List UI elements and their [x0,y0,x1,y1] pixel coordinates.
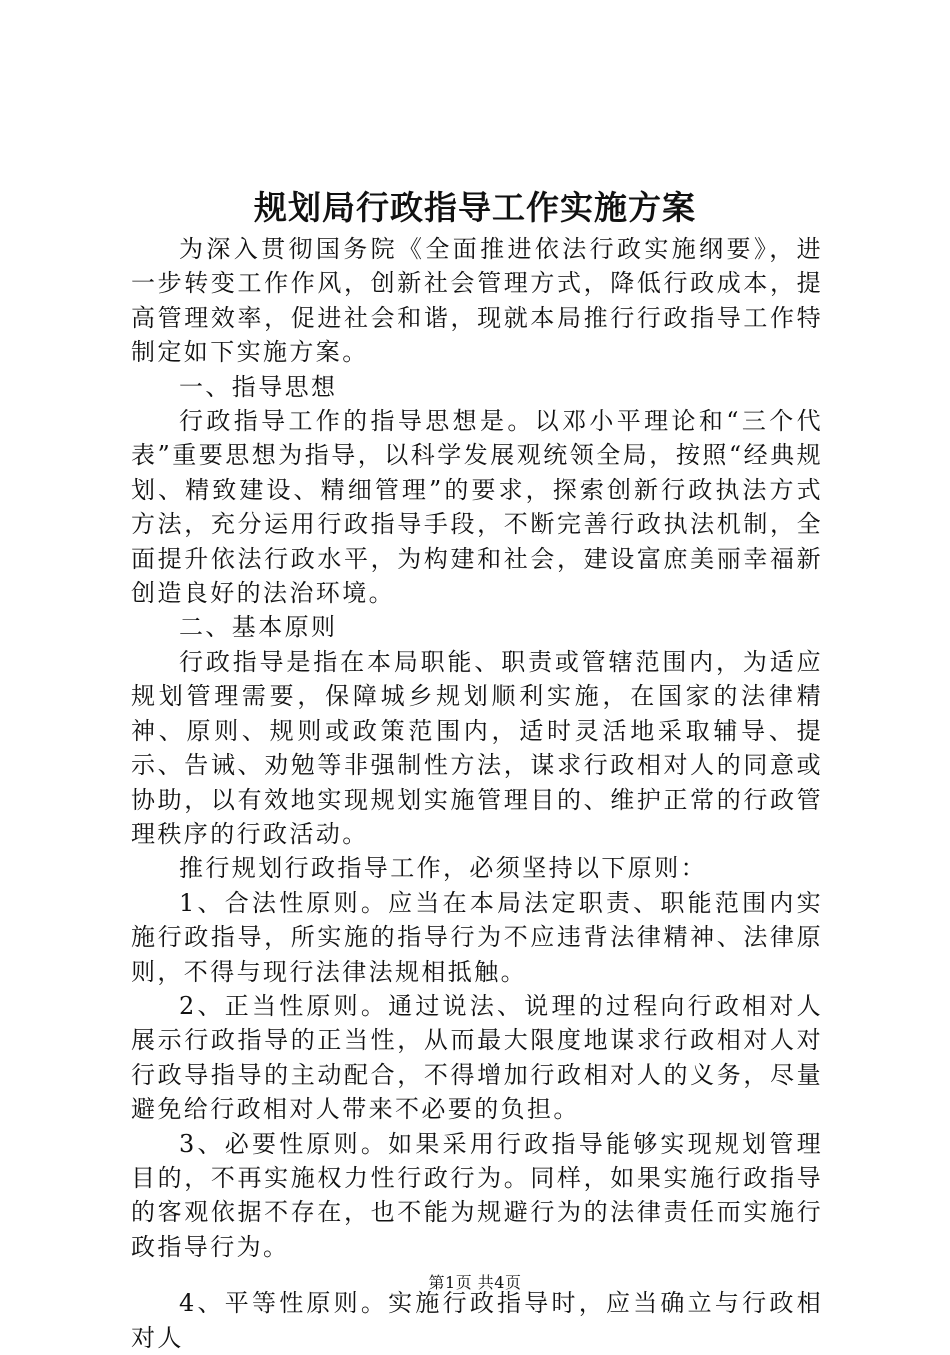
principle-legality-paragraph: 1、合法性原则。应当在本局法定职责、职能范围内实施行政指导，所实施的指导行为不应违背法律精神、法律原则，不得与现行法律法规相抵触。 [131,888,823,986]
guiding-ideology-paragraph: 行政指导工作的指导思想是。以邓小平理论和“三个代表”重要思想为指导，以科学发展观统领全局，按照“经典规划、精致建设、精细管理”的要求，探索创新行政执法方式方法，充分运用行政指导手段，不断完善行政执法机制，全面提升依法行政水平，为构建和社会，建设富庶美丽幸福新创造良好的法治环境。 [131,407,823,608]
document-title: 规划局行政指导工作实施方案 [254,188,696,227]
page-footer: 第1页 共4页 [428,1273,522,1292]
section-heading-basic-principles: 二、基本原则 [179,613,338,642]
basic-principles-paragraph: 行政指导是指在本局职能、职责或管辖范围内，为适应规划管理需要，保障城乡规划顺利实施，在国家的法律精神、原则、规则或政策范围内，适时灵活地采取辅导、提示、告诫、劝勉等非强制性方法，谋求行政相对人的同意或协助，以有效地实现规划实施管理目的、维护正常的行政管理秩序的行政活动。 [131,647,823,848]
principle-necessity-paragraph: 3、必要性原则。如果采用行政指导能够实现规划管理目的，不再实施权力性行政行为。同样，如果实施行政指导的客观依据不存在，也不能为规避行为的法律责任而实施行政指导行为。 [131,1129,823,1261]
principle-equality-paragraph: 4、平等性原则。实施行政指导时，应当确立与行政相对人 [131,1289,823,1352]
section-heading-guiding-ideology: 一、指导思想 [179,372,338,401]
principle-legitimacy-paragraph: 2、正当性原则。通过说法、说理的过程向行政相对人展示行政指导的正当性，从而最大限度地谋求行政相对人对行政导指导的主动配合，不得增加行政相对人的义务，尽量避免给行政相对人带来不必要的负担。 [131,991,823,1124]
intro-paragraph: 为深入贯彻国务院《全面推进依法行政实施纲要》，进一步转变工作作风，创新社会管理方式，降低行政成本，提高管理效率，促进社会和谐，现就本局推行行政指导工作特制定如下实施方案。 [131,235,823,367]
document-body [131,232,823,1355]
principles-intro-paragraph: 推行规划行政指导工作，必须坚持以下原则： [179,854,707,883]
